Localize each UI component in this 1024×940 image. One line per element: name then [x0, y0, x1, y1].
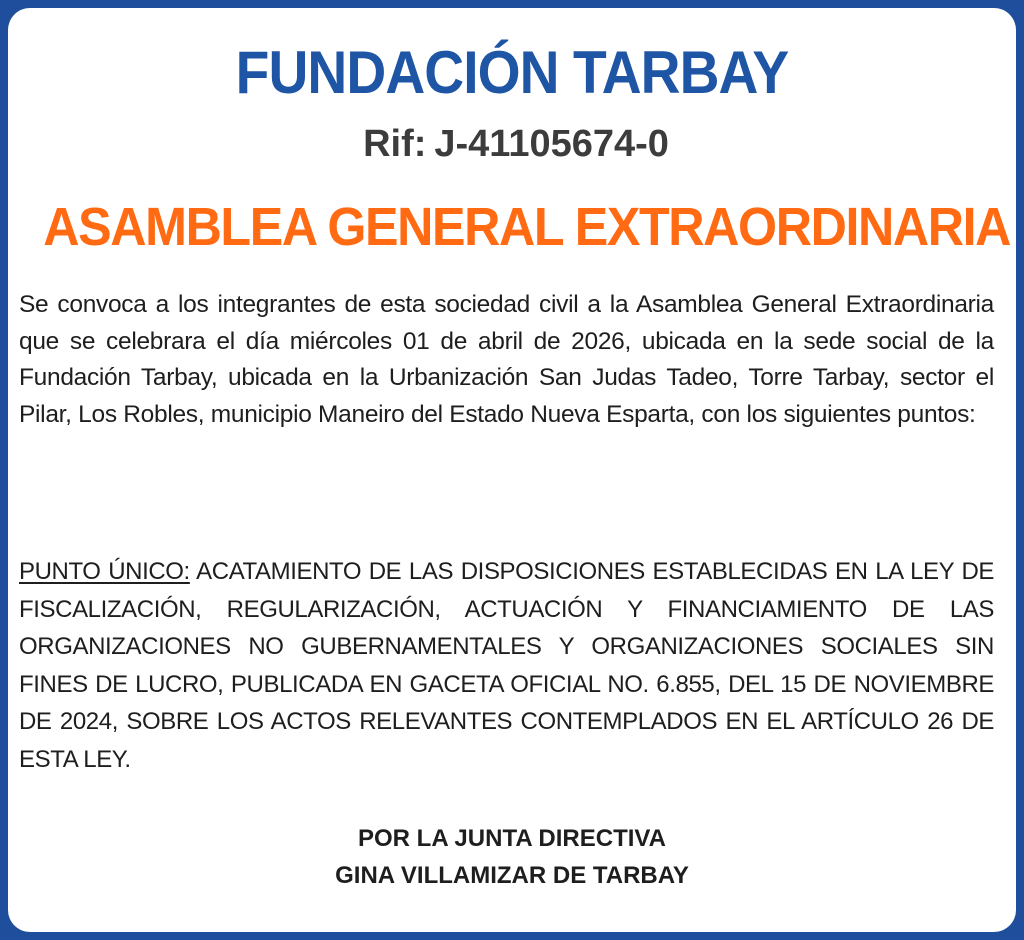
agenda-point-text: ACATAMIENTO DE LAS DISPOSICIONES ESTABLECIDAS EN LA LEY DE FISCALIZACIÓN, REGULARIZACIÓN, ACTUACIÓN Y FINANCIAMIENTO DE LAS ORGANIZACIONES NO GUBERNAMENTALES Y ORGANIZACIONES SOCIALES SIN FINES DE LUCRO, PUBLICADA EN GACETA OFICIAL NO. 6.855, DEL 15 DE NOVIEMBRE DE 2024, SOBRE LOS ACTOS RELEVANTES CONTEMPLADOS EN EL ARTÍCULO 26 DE ESTA LEY. — [19, 558, 994, 773]
rif-line — [8, 122, 1016, 166]
notice-card — [8, 8, 1016, 932]
signature-board: POR LA JUNTA DIRECTIVA — [357, 825, 666, 852]
signature-name: GINA VILLAMIZAR DE TARBAY — [335, 862, 689, 889]
signature-block — [8, 820, 1016, 894]
assembly-title: ASAMBLEA GENERAL EXTRAORDINARIA — [43, 197, 1011, 257]
organization-name: FUNDACIÓN TARBAY — [235, 39, 789, 106]
agenda-point-label: PUNTO ÚNICO: — [19, 558, 190, 585]
rif-number: J-41105674-0 — [434, 123, 669, 165]
agenda-point-paragraph — [19, 553, 994, 778]
convocation-paragraph: Se convoca a los integrantes de esta sociedad civil a la Asamblea General Extraordinaria que se celebrara el día miércoles 01 de abril de 2026, ubicada en la sede social de la Fundación Tarbay, ubicada en la Urbanización San Judas Tadeo, Torre Tarbay, sector el Pilar, Los Robles, municipio Maneiro del Estado Nueva Esparta, con los siguientes puntos: — [19, 291, 994, 428]
rif-label: Rif: — [363, 123, 427, 165]
